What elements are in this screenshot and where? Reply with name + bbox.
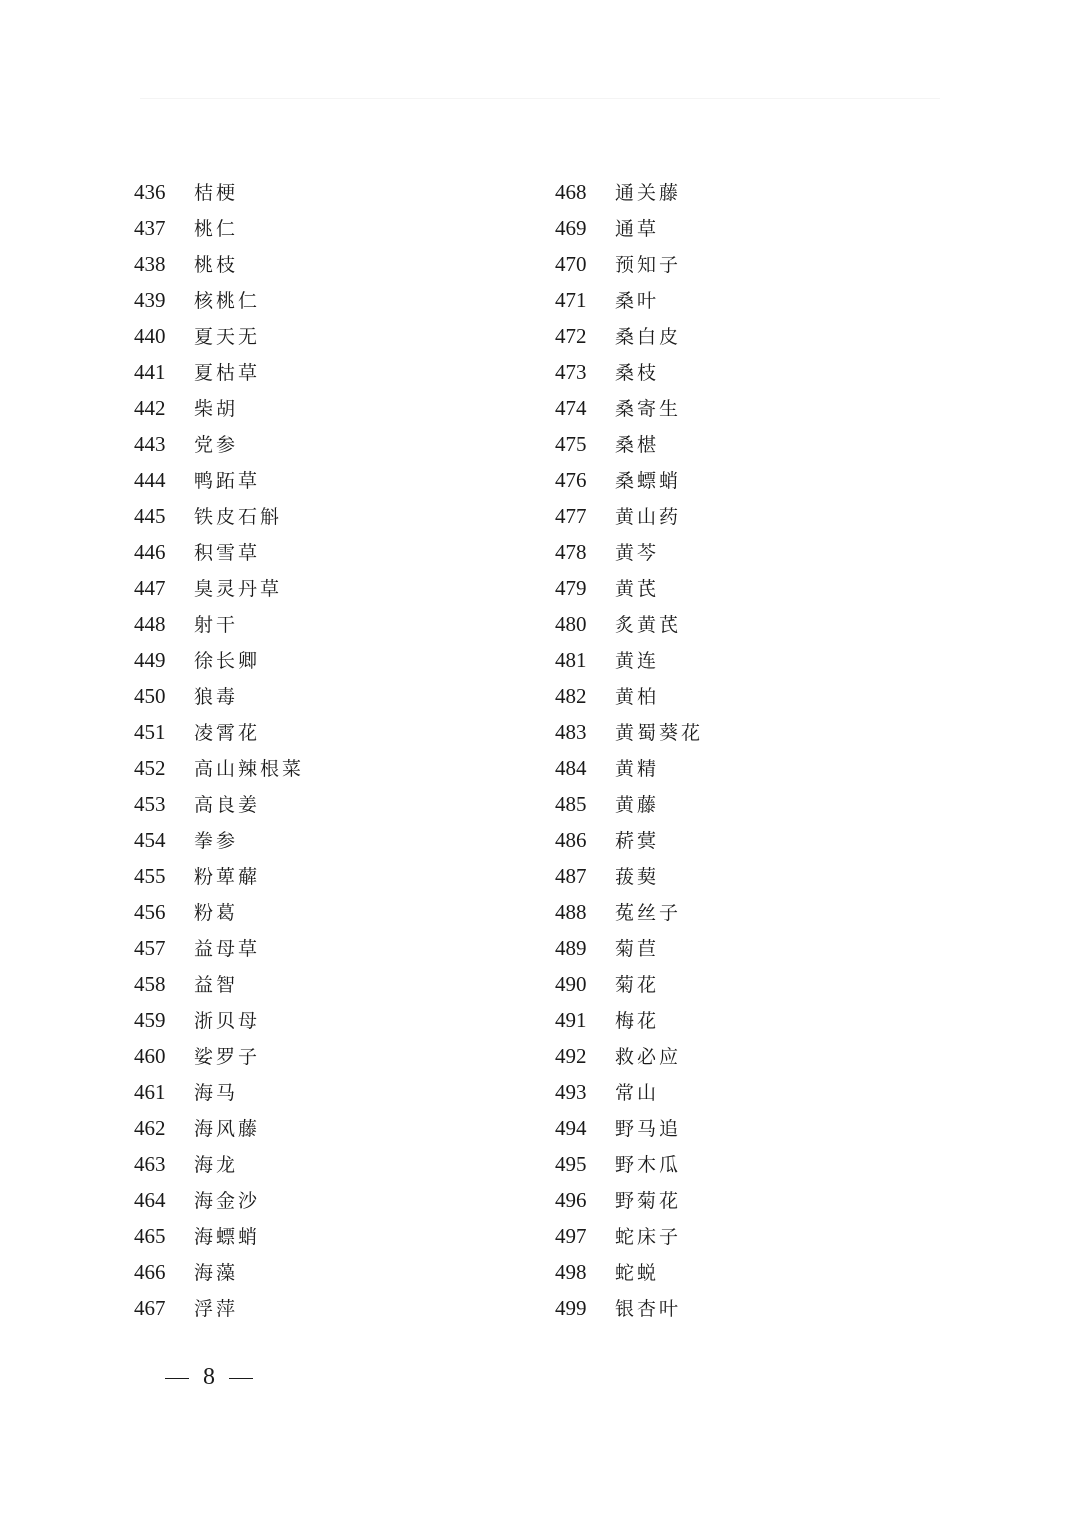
list-item <box>134 462 554 498</box>
item-name: 夏天无 <box>194 326 261 348</box>
list-item <box>134 570 554 606</box>
item-name: 常山 <box>615 1082 660 1104</box>
item-name: 夏枯草 <box>194 362 261 384</box>
list-item <box>134 1182 554 1218</box>
item-number: 441 <box>134 360 166 384</box>
item-number: 466 <box>134 1260 166 1284</box>
item-name: 菊花 <box>615 974 660 996</box>
item-name: 桑白皮 <box>615 326 682 348</box>
item-name: 桑寄生 <box>615 398 682 420</box>
list-item <box>134 642 554 678</box>
header-rule <box>140 98 940 99</box>
list-item <box>555 1002 975 1038</box>
item-name: 野马追 <box>615 1118 682 1140</box>
item-number: 465 <box>134 1224 166 1248</box>
item-number: 452 <box>134 756 166 780</box>
item-name: 蛇蜕 <box>615 1262 660 1284</box>
item-number: 451 <box>134 720 166 744</box>
list-item <box>134 606 554 642</box>
item-number: 491 <box>555 1008 587 1032</box>
item-name: 黄芩 <box>615 542 660 564</box>
item-name: 浙贝母 <box>194 1010 261 1032</box>
item-number: 495 <box>555 1152 587 1176</box>
list-item <box>134 1110 554 1146</box>
item-name: 桃仁 <box>194 218 239 240</box>
item-name: 炙黄芪 <box>615 614 682 636</box>
list-item <box>555 894 975 930</box>
item-number: 443 <box>134 432 166 456</box>
list-item <box>134 1074 554 1110</box>
item-name: 党参 <box>194 434 239 456</box>
item-number: 439 <box>134 288 166 312</box>
list-item <box>555 354 975 390</box>
item-name: 核桃仁 <box>194 290 261 312</box>
list-item <box>555 1290 975 1326</box>
list-item <box>555 1038 975 1074</box>
list-item <box>555 174 975 210</box>
item-number: 454 <box>134 828 166 852</box>
list-item <box>134 714 554 750</box>
item-number: 493 <box>555 1080 587 1104</box>
list-item <box>555 822 975 858</box>
item-number: 445 <box>134 504 166 528</box>
list-item <box>555 1146 975 1182</box>
item-number: 467 <box>134 1296 166 1320</box>
item-name: 粉葛 <box>194 902 239 924</box>
item-name: 黄柏 <box>615 686 660 708</box>
item-number: 496 <box>555 1188 587 1212</box>
list-item <box>555 282 975 318</box>
list-item <box>134 1290 554 1326</box>
item-number: 473 <box>555 360 587 384</box>
item-number: 456 <box>134 900 166 924</box>
item-name: 通草 <box>615 218 660 240</box>
item-number: 494 <box>555 1116 587 1140</box>
item-number: 470 <box>555 252 587 276</box>
item-name: 黄藤 <box>615 794 660 816</box>
item-name: 桑叶 <box>615 290 660 312</box>
item-number: 490 <box>555 972 587 996</box>
list-item <box>134 1146 554 1182</box>
list-item <box>134 534 554 570</box>
item-number: 457 <box>134 936 166 960</box>
item-name: 黄芪 <box>615 578 660 600</box>
list-item <box>134 822 554 858</box>
list-item <box>555 678 975 714</box>
item-name: 桑螵蛸 <box>615 470 682 492</box>
item-name: 菥蓂 <box>615 830 660 852</box>
list-item <box>555 246 975 282</box>
list-item <box>555 786 975 822</box>
item-name: 铁皮石斛 <box>194 506 283 528</box>
item-name: 海风藤 <box>194 1118 261 1140</box>
list-item <box>134 894 554 930</box>
list-item <box>555 1254 975 1290</box>
list-item <box>555 1182 975 1218</box>
item-number: 464 <box>134 1188 166 1212</box>
item-name: 桑椹 <box>615 434 660 456</box>
item-number: 474 <box>555 396 587 420</box>
list-item <box>134 210 554 246</box>
item-name: 野菊花 <box>615 1190 682 1212</box>
item-name: 浮萍 <box>194 1298 239 1320</box>
item-number: 472 <box>555 324 587 348</box>
list-item <box>134 354 554 390</box>
item-number: 498 <box>555 1260 587 1284</box>
item-number: 442 <box>134 396 166 420</box>
list-item <box>555 606 975 642</box>
list-item <box>555 750 975 786</box>
item-number: 492 <box>555 1044 587 1068</box>
item-name: 海藻 <box>194 1262 239 1284</box>
list-item <box>134 318 554 354</box>
item-number: 489 <box>555 936 587 960</box>
item-name: 鸭跖草 <box>194 470 261 492</box>
list-item <box>134 750 554 786</box>
list-item <box>555 858 975 894</box>
item-number: 471 <box>555 288 587 312</box>
item-name: 蛇床子 <box>615 1226 682 1248</box>
item-number: 484 <box>555 756 587 780</box>
item-name: 娑罗子 <box>194 1046 261 1068</box>
list-item <box>555 570 975 606</box>
item-number: 469 <box>555 216 587 240</box>
item-number: 462 <box>134 1116 166 1140</box>
item-number: 497 <box>555 1224 587 1248</box>
item-name: 梅花 <box>615 1010 660 1032</box>
item-name: 菊苣 <box>615 938 660 960</box>
item-name: 通关藤 <box>615 182 682 204</box>
list-item <box>134 930 554 966</box>
item-number: 499 <box>555 1296 587 1320</box>
list-item <box>134 966 554 1002</box>
item-name: 拳参 <box>194 830 239 852</box>
list-item <box>134 246 554 282</box>
list-item <box>134 1254 554 1290</box>
item-name: 桔梗 <box>194 182 239 204</box>
item-number: 478 <box>555 540 587 564</box>
list-item <box>134 1002 554 1038</box>
item-name: 柴胡 <box>194 398 239 420</box>
item-number: 481 <box>555 648 587 672</box>
list-item <box>134 174 554 210</box>
item-name: 桃枝 <box>194 254 239 276</box>
list-item <box>555 966 975 1002</box>
item-name: 黄蜀葵花 <box>615 722 704 744</box>
list-item <box>134 282 554 318</box>
item-name: 益智 <box>194 974 239 996</box>
item-number: 447 <box>134 576 166 600</box>
list-item <box>555 498 975 534</box>
list-item <box>134 390 554 426</box>
list-item <box>134 426 554 462</box>
item-name: 银杏叶 <box>615 1298 682 1320</box>
item-name: 高良姜 <box>194 794 261 816</box>
list-item <box>555 642 975 678</box>
item-number: 485 <box>555 792 587 816</box>
page-footer <box>165 1364 253 1391</box>
item-number: 455 <box>134 864 166 888</box>
item-name: 菟丝子 <box>615 902 682 924</box>
item-number: 446 <box>134 540 166 564</box>
list-item <box>134 498 554 534</box>
list-item <box>134 1038 554 1074</box>
item-name: 海螵蛸 <box>194 1226 261 1248</box>
item-name: 益母草 <box>194 938 261 960</box>
list-item <box>134 858 554 894</box>
list-item <box>555 318 975 354</box>
item-name: 粉萆薢 <box>194 866 261 888</box>
footer-dash-left <box>165 1378 189 1379</box>
list-item <box>555 210 975 246</box>
item-name: 臭灵丹草 <box>194 578 283 600</box>
item-name: 黄连 <box>615 650 660 672</box>
item-name: 高山辣根菜 <box>194 758 305 780</box>
item-number: 438 <box>134 252 166 276</box>
item-name: 野木瓜 <box>615 1154 682 1176</box>
item-number: 448 <box>134 612 166 636</box>
list-item <box>555 426 975 462</box>
list-item <box>134 678 554 714</box>
item-name: 积雪草 <box>194 542 261 564</box>
left-column <box>134 174 554 1326</box>
item-number: 459 <box>134 1008 166 1032</box>
page-number: 8 <box>203 1364 215 1390</box>
item-name: 徐长卿 <box>194 650 261 672</box>
list-item <box>134 1218 554 1254</box>
item-number: 449 <box>134 648 166 672</box>
right-column <box>555 174 975 1326</box>
list-item <box>555 1218 975 1254</box>
item-number: 463 <box>134 1152 166 1176</box>
item-number: 460 <box>134 1044 166 1068</box>
item-name: 海马 <box>194 1082 239 1104</box>
item-name: 凌霄花 <box>194 722 261 744</box>
item-number: 480 <box>555 612 587 636</box>
item-number: 476 <box>555 468 587 492</box>
item-name: 射干 <box>194 614 239 636</box>
item-name: 救必应 <box>615 1046 682 1068</box>
item-number: 482 <box>555 684 587 708</box>
list-item <box>555 1110 975 1146</box>
item-number: 450 <box>134 684 166 708</box>
item-number: 483 <box>555 720 587 744</box>
item-number: 444 <box>134 468 166 492</box>
list-item <box>134 786 554 822</box>
item-name: 预知子 <box>615 254 682 276</box>
item-name: 黄精 <box>615 758 660 780</box>
item-name: 黄山药 <box>615 506 682 528</box>
item-number: 486 <box>555 828 587 852</box>
list-item <box>555 930 975 966</box>
list-item <box>555 714 975 750</box>
item-number: 477 <box>555 504 587 528</box>
item-number: 461 <box>134 1080 166 1104</box>
item-number: 440 <box>134 324 166 348</box>
item-name: 狼毒 <box>194 686 239 708</box>
item-number: 436 <box>134 180 166 204</box>
item-number: 475 <box>555 432 587 456</box>
item-name: 菝葜 <box>615 866 660 888</box>
list-item <box>555 462 975 498</box>
footer-dash-right <box>229 1378 253 1379</box>
item-name: 海金沙 <box>194 1190 261 1212</box>
list-item <box>555 1074 975 1110</box>
item-number: 468 <box>555 180 587 204</box>
item-number: 479 <box>555 576 587 600</box>
list-item <box>555 534 975 570</box>
item-name: 海龙 <box>194 1154 239 1176</box>
item-number: 458 <box>134 972 166 996</box>
item-number: 488 <box>555 900 587 924</box>
item-name: 桑枝 <box>615 362 660 384</box>
list-item <box>555 390 975 426</box>
item-number: 453 <box>134 792 166 816</box>
item-number: 437 <box>134 216 166 240</box>
item-number: 487 <box>555 864 587 888</box>
